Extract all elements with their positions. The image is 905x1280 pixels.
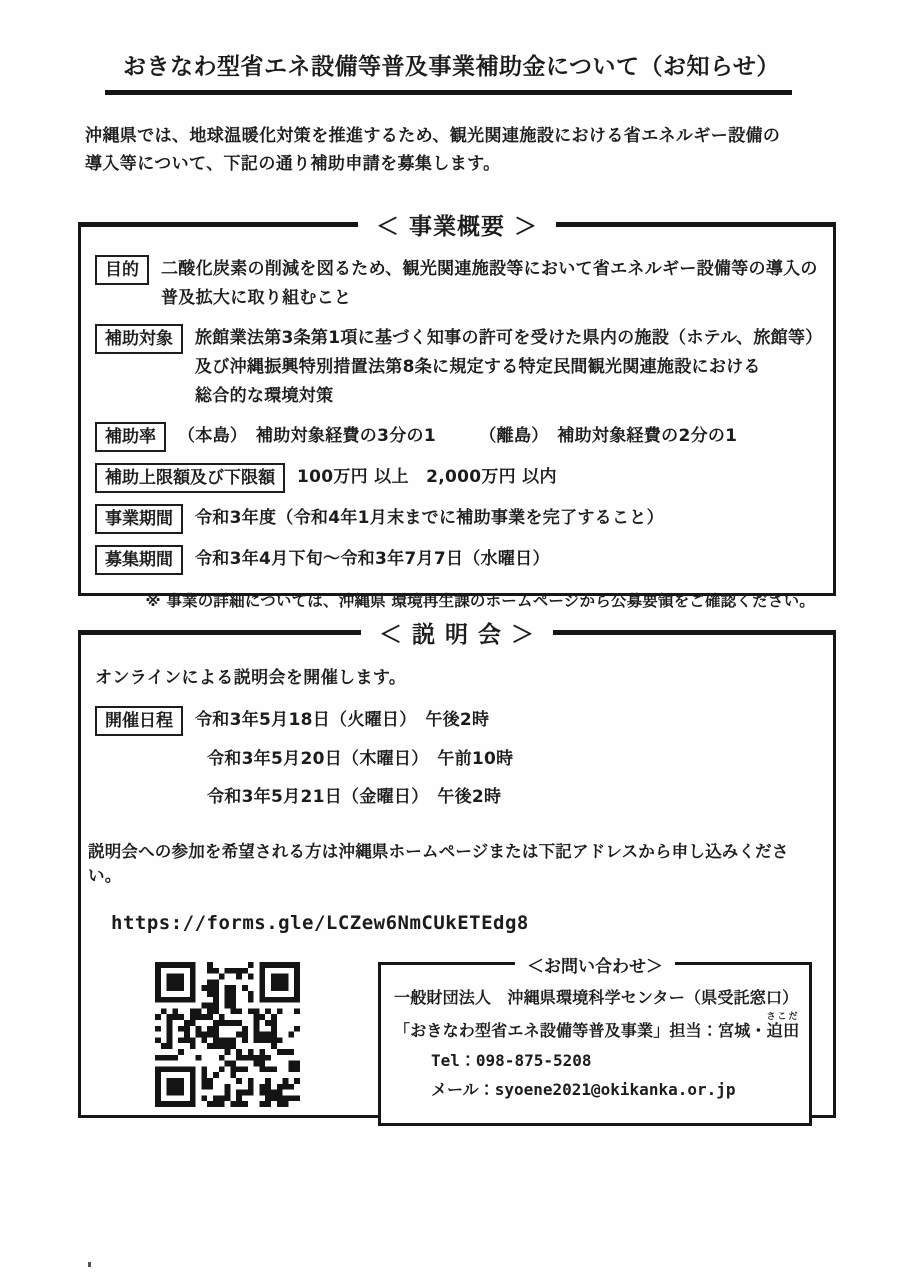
seminar-bottom-row (95, 957, 819, 1126)
purpose-text: 二酸化炭素の削減を図るため、観光関連施設等において省エネルギー設備等の導入の 普及拡大に取り組むこと (161, 259, 818, 308)
overview-section-header: ＜ 事業概要 ＞ (358, 208, 556, 241)
contact-content (381, 965, 809, 1100)
contact-header: ＜お問い合わせ＞ (515, 952, 675, 977)
seminar-date-3: 令和3年5月21日（金曜日） 午後2時 (207, 787, 502, 807)
overview-row-period (95, 504, 819, 534)
intro-paragraph (85, 122, 835, 178)
apply-url: https://forms.gle/LCZew6NmCUkETEdg8 (111, 912, 529, 934)
tel-label: Tel： (431, 1051, 476, 1071)
overview-row-recruitment (95, 545, 819, 575)
overview-content (81, 227, 833, 611)
recruitment-text: 令和3年4月下旬～令和3年7月7日（水曜日） (195, 549, 550, 569)
intro-line-2: 導入等について、下記の通り補助申請を募集します。 (85, 154, 501, 174)
recruitment-label: 募集期間 (95, 545, 183, 575)
schedule-row (95, 706, 819, 736)
purpose-label: 目的 (95, 255, 149, 285)
overview-row-rate (95, 422, 819, 452)
period-text: 令和3年度（令和4年1月末までに補助事業を完了すること） (195, 508, 664, 528)
page-title: おきなわ型省エネ設備等普及事業補助金について（お知らせ） (123, 54, 780, 80)
overview-row-purpose (95, 255, 819, 313)
scan-artifact-dot (88, 1262, 91, 1267)
schedule-label: 開催日程 (95, 706, 183, 736)
contact-box (378, 957, 812, 1126)
target-label: 補助対象 (95, 324, 183, 354)
seminar-date-2: 令和3年5月20日（木曜日） 午前10時 (207, 749, 514, 769)
seminar-date-1: 令和3年5月18日（火曜日） 午後2時 (195, 710, 490, 730)
contact-tel-line (431, 1048, 799, 1071)
contact-mail-line (431, 1077, 799, 1100)
limits-label: 補助上限額及び下限額 (95, 463, 285, 493)
overview-row-target (95, 324, 823, 411)
rate-label: 補助率 (95, 422, 166, 452)
contact-organization: 一般財団法人 沖縄県環境科学センター（県受託窓口） (394, 988, 799, 1007)
intro-line-1: 沖縄県では、地球温暖化対策を推進するため、観光関連施設における省エネルギー設備の (85, 126, 781, 146)
qr-code (155, 962, 300, 1107)
seminar-intro: オンラインによる説明会を開催します。 (95, 668, 407, 688)
limits-text: 100万円 以上 2,000万円 以内 (297, 467, 557, 487)
overview-row-limits (95, 463, 819, 493)
mail-label: メール： (431, 1080, 495, 1100)
overview-note: ※ 事業の詳細については、沖縄県 環境再生課のホームページから公募要領をご確認ください。 (145, 592, 815, 610)
contact-person-ruby: 迫田さこだ (766, 1012, 800, 1040)
mail-address: syoene2021@okikanka.or.jp (494, 1080, 736, 1100)
title-block (105, 48, 792, 95)
seminar-section-box (78, 622, 836, 1118)
rate-text: （本島） 補助対象経費の3分の1 （離島） 補助対象経費の2分の1 (178, 426, 738, 446)
seminar-content (81, 635, 833, 1126)
apply-instruction: 説明会への参加を希望される方は沖縄県ホームページまたは下記アドレスから申し込みください。 (88, 842, 789, 885)
seminar-section-header: ＜ 説 明 会 ＞ (361, 616, 553, 649)
tel-number: 098-875-5208 (475, 1051, 592, 1071)
period-label: 事業期間 (95, 504, 183, 534)
qr-code-image (155, 962, 300, 1107)
overview-section-box (78, 214, 836, 610)
contact-program-line (394, 1012, 799, 1048)
contact-program-prefix: 「おきなわ型省エネ設備等普及事業」担当：宮城・ (394, 1021, 767, 1040)
target-text: 旅館業法第3条第1項に基づく知事の許可を受けた県内の施設（ホテル、旅館等） 及び沖縄振興特別措置法第8条に規定する特定民間観光関連施設における 総合的な環境対策 (195, 328, 823, 406)
